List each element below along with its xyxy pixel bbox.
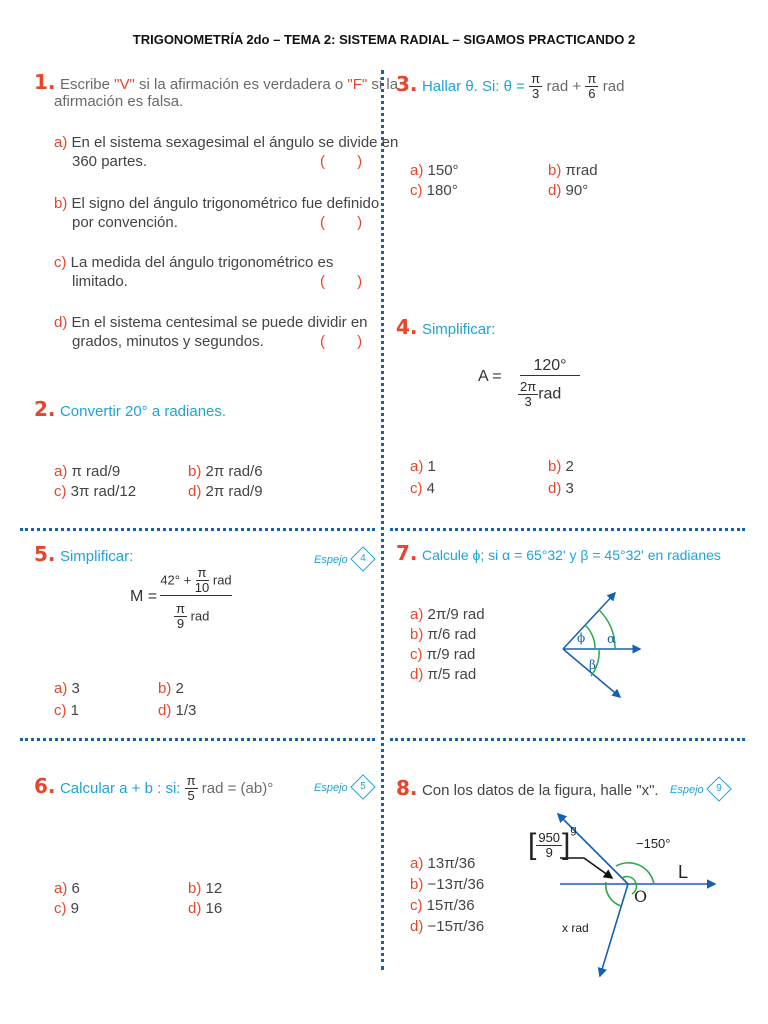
answer-blank[interactable]: ( ) (320, 214, 377, 231)
option-a (54, 880, 80, 897)
question-number: 4. (396, 315, 418, 339)
option-letter: c) (54, 702, 67, 719)
option-letter: a) (410, 606, 424, 623)
question-number: 1. (34, 70, 56, 94)
question-8 (396, 776, 659, 800)
q8-grade-fraction (528, 824, 577, 862)
denominator: 10 (194, 580, 210, 595)
label-O: O (634, 887, 648, 906)
option-value: 180° (426, 182, 458, 199)
item-letter: d) (54, 314, 68, 331)
espejo-badge (314, 550, 372, 568)
right-bracket: ] (562, 828, 571, 861)
q3-text: Hallar θ. Si: θ = (421, 78, 530, 95)
numerator: π (197, 565, 207, 580)
q5-numerator (160, 566, 232, 596)
question-number: 6. (34, 774, 56, 798)
vertical-divider (381, 70, 384, 970)
option-value: 1 (427, 458, 436, 475)
option-letter: a) (54, 680, 68, 697)
question-1 (34, 70, 398, 94)
q5-denominator (174, 602, 209, 631)
option-value: 90° (565, 182, 589, 199)
option-b (548, 458, 574, 475)
option-value: 3 (565, 480, 574, 497)
option-value: 2 (565, 458, 574, 475)
item-text: En el sistema centesimal se puede dividir en (71, 314, 368, 331)
option-letter: d) (410, 666, 424, 683)
diamond-icon (706, 776, 731, 801)
option-value: 1 (70, 702, 80, 719)
q4-denominator (518, 380, 561, 409)
label-xrad: x rad (562, 921, 589, 935)
q8-text: Con los datos de la figura, halle "x". (421, 782, 659, 799)
option-value: 9 (70, 900, 80, 917)
option-value: 2 (175, 680, 184, 697)
option-d (410, 666, 476, 683)
q4-text: Simplificar: (421, 321, 496, 338)
option-value: π/5 rad (427, 666, 477, 683)
q1-item-d (54, 314, 368, 331)
option-letter: b) (410, 626, 424, 643)
option-letter: c) (54, 900, 67, 917)
numerator: π (531, 71, 541, 87)
option-value: 2π rad/6 (205, 463, 263, 480)
option-value: −13π/36 (427, 876, 485, 893)
option-c (410, 646, 475, 663)
numerator: π (186, 773, 196, 789)
option-a (410, 162, 459, 179)
q1-item-b (54, 195, 379, 212)
option-value: π/6 rad (427, 626, 477, 643)
answer-blank[interactable]: ( ) (320, 273, 377, 290)
denominator: 6 (588, 86, 596, 102)
denominator: 5 (187, 788, 195, 804)
term: 42° + (160, 572, 195, 588)
diamond-icon (350, 546, 375, 571)
question-number: 3. (396, 72, 418, 96)
option-a (54, 680, 80, 697)
option-d (188, 483, 263, 500)
option-a (410, 606, 485, 623)
option-letter: b) (158, 680, 172, 697)
grade-superscript: g (570, 824, 577, 837)
option-d (548, 182, 588, 199)
option-letter: d) (158, 702, 172, 719)
option-value: 12 (205, 880, 223, 897)
option-b (158, 680, 184, 697)
espejo-number: 9 (715, 783, 722, 794)
option-value: 13π/36 (427, 855, 476, 872)
option-letter: a) (410, 458, 424, 475)
option-letter: b) (410, 876, 424, 893)
fraction (518, 380, 538, 409)
horizontal-divider-left-2 (20, 738, 375, 741)
option-letter: b) (188, 463, 202, 480)
espejo-label: Espejo (314, 782, 348, 795)
option-value: 2π/9 rad (427, 606, 485, 623)
item-letter: c) (54, 254, 67, 271)
arc-x (606, 882, 621, 906)
arc-phi (585, 625, 595, 649)
option-value: 15π/36 (426, 897, 475, 914)
option-a (410, 855, 475, 872)
label-angle: −150° (636, 836, 671, 851)
fraction (529, 72, 542, 101)
q4-numerator: 120° (520, 357, 580, 376)
option-value: πrad (565, 162, 598, 179)
answer-blank[interactable]: ( ) (320, 333, 377, 350)
q1-item-c-line2: limitado. (72, 273, 128, 290)
option-b (410, 876, 484, 893)
option-letter: c) (410, 646, 423, 663)
option-value: 6 (71, 880, 80, 897)
option-c (54, 702, 79, 719)
question-number: 8. (396, 776, 418, 800)
option-letter: d) (188, 483, 202, 500)
option-letter: b) (548, 458, 562, 475)
horizontal-divider-right-2 (390, 738, 745, 741)
fraction (174, 602, 187, 631)
option-letter: b) (548, 162, 562, 179)
item-text: La medida del ángulo trigonométrico es (70, 254, 334, 271)
q1-text-line2: afirmación es falsa. (54, 93, 184, 110)
option-letter: a) (54, 463, 68, 480)
q1-text-f: "F" (347, 76, 368, 93)
q2-text: Convertir 20° a radianes. (59, 403, 227, 420)
fraction (585, 72, 598, 101)
option-c (410, 480, 435, 497)
horizontal-divider-right-1 (390, 528, 745, 531)
ray-lower (563, 649, 620, 697)
espejo-label: Espejo (670, 784, 704, 797)
question-3 (396, 72, 624, 101)
ray-lower (600, 884, 628, 976)
item-letter: b) (54, 195, 68, 212)
option-c (54, 900, 79, 917)
option-c (54, 483, 136, 500)
question-2 (34, 397, 226, 421)
question-5 (34, 542, 133, 566)
page-title: TRIGONOMETRÍA 2do – TEMA 2: SISTEMA RADIAL – SIGAMOS PRACTICANDO 2 (132, 32, 636, 47)
question-number: 7. (396, 541, 418, 565)
item-text: El signo del ángulo trigonométrico fue definido (71, 195, 380, 212)
diamond-icon (350, 774, 375, 799)
option-b (188, 880, 222, 897)
q7-angle-figure (555, 585, 645, 705)
q6-text-rest: rad = (ab)° (197, 780, 274, 797)
q3-text-mid: rad + (546, 78, 586, 95)
option-value: 150° (427, 162, 459, 179)
q1-text-b: si la afirmación es verdadera o (134, 76, 348, 93)
q1-item-c (54, 254, 333, 271)
q5-lhs: M = (130, 588, 158, 605)
option-letter: a) (54, 880, 68, 897)
option-value: 3 (71, 680, 80, 697)
option-letter: b) (188, 880, 202, 897)
question-number: 5. (34, 542, 56, 566)
label-alpha: α (607, 632, 616, 647)
option-letter: d) (410, 918, 424, 935)
question-number: 2. (34, 397, 56, 421)
option-value: π rad/9 (71, 463, 121, 480)
option-letter: d) (188, 900, 202, 917)
answer-blank[interactable]: ( ) (320, 153, 377, 170)
option-letter: d) (548, 182, 562, 199)
espejo-badge (314, 778, 372, 796)
unit: rad (209, 572, 232, 588)
espejo-number: 4 (359, 553, 366, 564)
numerator: π (587, 71, 597, 87)
denominator: 9 (176, 616, 185, 631)
label-L: L (678, 862, 689, 882)
q7-text: Calcule ϕ; si α = 65°32' y β = 45°32' en radianes (421, 547, 721, 563)
option-value: π/9 rad (426, 646, 476, 663)
q1-text-v: "V" (114, 76, 135, 93)
option-a (54, 463, 120, 480)
option-b (548, 162, 598, 179)
espejo-label: Espejo (314, 554, 348, 567)
option-d (188, 900, 222, 917)
left-bracket: [ (528, 828, 537, 861)
fraction (185, 774, 198, 803)
q1-item-d-line2: grados, minutos y segundos. (72, 333, 264, 350)
denominator: 9 (545, 844, 553, 860)
option-letter: c) (410, 480, 423, 497)
option-value: 2π rad/9 (205, 483, 263, 500)
q4-lhs: A = (478, 368, 502, 385)
option-c (410, 897, 475, 914)
option-b (188, 463, 263, 480)
unit: rad (186, 608, 210, 624)
option-d (548, 480, 574, 497)
q3-text-end: rad (602, 78, 625, 95)
q1-text-a: Escribe (59, 76, 115, 93)
espejo-number: 5 (359, 781, 366, 792)
option-b (410, 626, 476, 643)
option-c (410, 182, 458, 199)
option-letter: a) (410, 855, 424, 872)
numerator: 950 (538, 829, 561, 845)
option-value: 16 (205, 900, 223, 917)
option-d (158, 702, 196, 719)
item-letter: a) (54, 134, 68, 151)
question-4 (396, 315, 495, 339)
numerator: π (176, 601, 185, 616)
numerator: 2π (520, 379, 537, 394)
label-phi: ϕ (577, 631, 586, 645)
espejo-badge (670, 780, 728, 798)
q1-text-c: si la (367, 76, 399, 93)
option-letter: d) (548, 480, 562, 497)
unit: rad (538, 385, 562, 403)
denominator: 3 (524, 394, 532, 409)
q1-item-a (54, 134, 398, 151)
question-7 (396, 541, 721, 565)
option-value: −15π/36 (427, 918, 485, 935)
option-letter: c) (410, 897, 423, 914)
fraction (536, 831, 562, 860)
q6-text: Calcular a + b : si: (59, 780, 185, 797)
q1-item-b-line2: por convención. (72, 214, 178, 231)
q5-text: Simplificar: (59, 548, 134, 565)
option-a (410, 458, 436, 475)
option-value: 3π rad/12 (70, 483, 137, 500)
question-6 (34, 774, 273, 803)
option-letter: c) (54, 483, 67, 500)
option-value: 4 (426, 480, 436, 497)
option-letter: c) (410, 182, 423, 199)
option-letter: a) (410, 162, 424, 179)
horizontal-divider-left-1 (20, 528, 375, 531)
option-value: 1/3 (175, 702, 197, 719)
q1-item-a-line2: 360 partes. (72, 153, 148, 170)
option-d (410, 918, 484, 935)
label-beta: β (589, 658, 596, 672)
fraction (195, 566, 209, 595)
item-text: En el sistema sexagesimal el ángulo se divide en (71, 134, 399, 151)
denominator: 3 (531, 86, 540, 102)
